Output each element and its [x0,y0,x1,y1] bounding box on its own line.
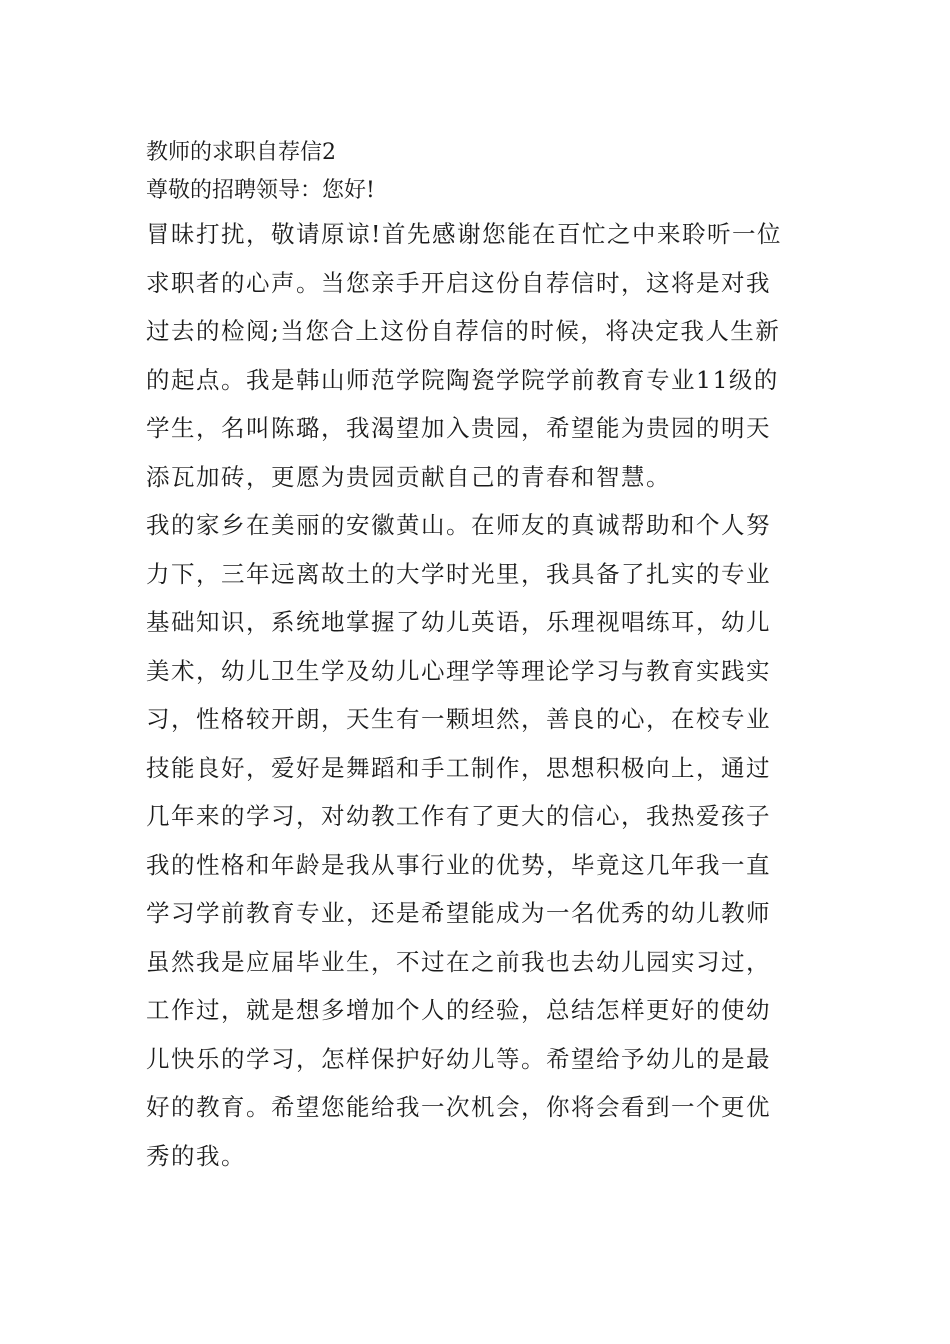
paragraph-intro [146,210,806,501]
text-line: 我的家乡在美丽的安徽黄山。在师友的真诚帮助和个人努 [146,511,771,539]
text-line: 过去的检阅;当您合上这份自荐信的时候，将决定我人生新 [146,317,781,345]
text-line: 好的教育。希望您能给我一次机会，你将会看到一个更优 [146,1093,771,1121]
text-line: 儿快乐的学习，怎样保护好幼儿等。希望给予幼儿的是最 [146,1044,771,1073]
text-line: 几年来的学习，对幼教工作有了更大的信心，我热爱孩子 [146,802,771,830]
text-line: 添瓦加砖，更愿为贵园贡献自己的青春和智慧。 [146,462,671,491]
letter-body [146,134,806,1180]
salutation: 尊敬的招聘领导：您好! [146,178,375,203]
text-line: 力下，三年远离故土的大学时光里，我具备了扎实的专业 [146,559,771,588]
text-line: 求职者的心声。当您亲手开启这份自荐信时，这将是对我 [146,268,771,297]
text-line: 技能良好，爱好是舞蹈和手工制作，思想积极向上，通过 [146,753,771,782]
text-line: 工作过，就是想多增加个人的经验，总结怎样更好的使幼 [146,996,771,1024]
paragraph-background [146,501,806,1180]
letter-title: 教师的求职自荐信2 [146,140,336,165]
text-line: 秀的我。 [146,1141,246,1170]
text-line: 冒昧打扰，敬请原谅!首先感谢您能在百忙之中来聆听一位 [146,220,782,248]
text-line: 学生，名叫陈璐，我渴望加入贵园，希望能为贵园的明天 [146,414,771,442]
text-line: 习，性格较开朗，天生有一颗坦然，善良的心，在校专业 [146,705,771,733]
text-line: 学习学前教育专业，还是希望能成为一名优秀的幼儿教师 [146,899,771,927]
text-line: 的起点。我是韩山师范学院陶瓷学院学前教育专业11级的 [146,365,779,394]
text-line: 虽然我是应届毕业生，不过在之前我也去幼儿园实习过， [146,947,771,976]
text-line: 基础知识，系统地掌握了幼儿英语，乐理视唱练耳，幼儿 [146,608,771,636]
text-line: 美术，幼儿卫生学及幼儿心理学等理论学习与教育实践实 [146,656,771,685]
text-line: 我的性格和年龄是我从事行业的优势，毕竟这几年我一直 [146,850,771,879]
